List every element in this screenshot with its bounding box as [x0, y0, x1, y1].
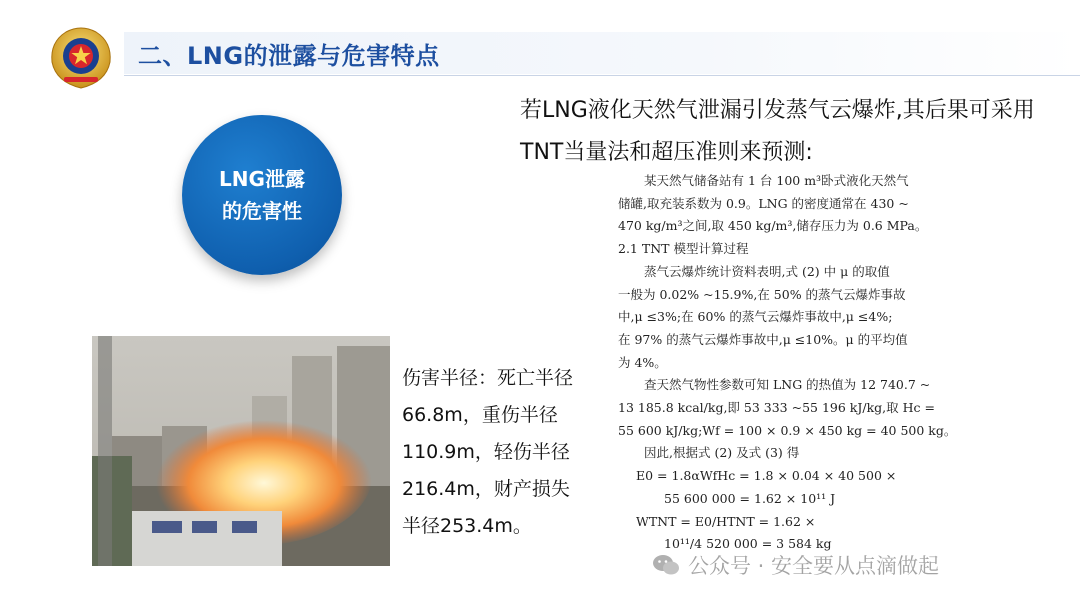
watermark-text: 公众号 · 安全要从点滴做起 — [688, 554, 940, 578]
circle-label-line2: 的危害性 — [222, 199, 302, 223]
title-divider — [124, 75, 1080, 76]
excerpt-line: 查天然气物性参数可知 LNG 的热值为 12 740.7 ~ — [644, 377, 931, 393]
excerpt-formula: WTNT = E0/HTNT = 1.62 × — [636, 513, 816, 529]
intro-line: 若LNG液化天然气泄漏引发蒸气云爆炸,其后果可采用 — [520, 98, 1035, 123]
excerpt-heading: 2.1 TNT 模型计算过程 — [618, 241, 749, 257]
excerpt-line: 储罐,取充装系数为 0.9。LNG 的密度通常在 430 ~ — [618, 195, 909, 211]
excerpt-line: 470 kg/m³之间,取 450 kg/m³,储存压力为 0.6 MPa。 — [618, 218, 928, 234]
excerpt-line: 因此,根据式 (2) 及式 (3) 得 — [644, 445, 800, 461]
excerpt-line: 13 185.8 kcal/kg,即 53 333 ~55 196 kJ/kg,取 Hc = — [618, 400, 935, 416]
harm-line: 伤害半径：死亡半径 — [402, 367, 574, 389]
harm-radius-text — [402, 360, 602, 545]
excerpt-line: 某天然气储备站有 1 台 100 m³卧式液化天然气 — [644, 173, 909, 188]
police-emblem-icon — [46, 22, 116, 92]
watermark — [652, 548, 939, 582]
intro-text — [520, 90, 1075, 174]
circle-label-line1: LNG泄露 — [219, 167, 305, 191]
wechat-icon — [652, 554, 680, 576]
excerpt-line: 中,μ ≤3%;在 60% 的蒸气云爆炸事故中,μ ≤4%; — [618, 309, 893, 325]
intro-line: TNT当量法和超压准则来预测: — [520, 140, 813, 165]
excerpt-line: 为 4%。 — [618, 354, 667, 370]
header — [0, 0, 1080, 100]
excerpt-line: 55 600 kJ/kg;Wf = 100 × 0.9 × 450 kg = 40 500 kg。 — [618, 422, 957, 438]
page-title: 二、LNG的泄露与危害特点 — [138, 42, 440, 70]
harm-line: 66.8m，重伤半径 — [402, 404, 558, 426]
circle-label — [182, 163, 342, 227]
harm-line: 110.9m，轻伤半径 — [402, 441, 570, 463]
calculation-excerpt — [618, 170, 978, 580]
hazard-circle-badge — [182, 115, 342, 275]
excerpt-line: 在 97% 的蒸气云爆炸事故中,μ ≤10%。μ 的平均值 — [618, 331, 908, 347]
excerpt-formula: E0 = 1.8αWfHc = 1.8 × 0.04 × 40 500 × — [636, 468, 897, 484]
excerpt-line: 一般为 0.02% ~15.9%,在 50% 的蒸气云爆炸事故 — [618, 286, 906, 302]
explosion-photo — [92, 336, 390, 566]
harm-line: 216.4m，财产损失 — [402, 478, 570, 500]
harm-line: 半径253.4m。 — [402, 515, 532, 537]
excerpt-line: 蒸气云爆炸统计资料表明,式 (2) 中 μ 的取值 — [644, 263, 890, 279]
title-bar — [124, 32, 1080, 74]
excerpt-formula: 55 600 000 = 1.62 × 10¹¹ J — [664, 490, 836, 506]
excerpt-formula: 10¹¹/4 520 000 = 3 584 kg — [664, 536, 832, 552]
